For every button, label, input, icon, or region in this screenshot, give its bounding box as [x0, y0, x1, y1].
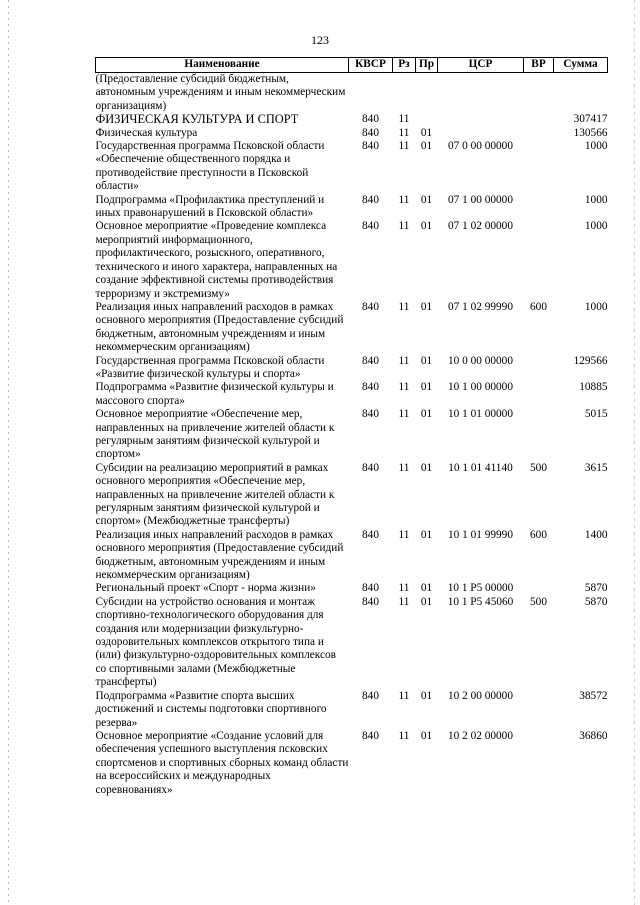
row-vr: 600 — [530, 528, 547, 541]
row-kvsr: 840 — [362, 582, 379, 595]
row-sum: 3615 — [584, 461, 608, 474]
row-csr — [438, 73, 524, 114]
row-sum: 130566 — [573, 126, 608, 139]
table-row — [96, 462, 608, 529]
row-name: Основное мероприятие «Создание условий для обеспечения успешного выступления псковских спортсменов и спортивных сборных команд области на всероссийских и международных соревнованиях» — [95, 729, 349, 796]
row-sum: 36860 — [579, 729, 608, 742]
row-sum: 5870 — [584, 582, 608, 595]
row-name: Реализация иных направлений расходов в рамках основного мероприятия (Предоставление субсидий бюджетным, автономным учреждениям и иным некоммерческим организациям) — [95, 300, 344, 354]
row-vr — [524, 220, 554, 300]
row-vr: 500 — [530, 595, 547, 608]
row-vr — [524, 73, 554, 114]
row-name: Основное мероприятие «Проведение комплекса мероприятий информационного, профилактического, розыскного, оперативного, технического и иного характера, направленных на создание эффективной системы противодействия терроризму и экстремизму» — [95, 220, 338, 300]
row-pr — [416, 113, 438, 126]
row-rz: 11 — [398, 300, 410, 313]
row-kvsr: 840 — [362, 354, 379, 367]
row-vr — [524, 730, 554, 797]
row-rz: 11 — [398, 461, 410, 474]
row-sum: 1000 — [584, 140, 608, 153]
row-pr: 01 — [420, 528, 433, 541]
row-csr: 10 2 00 00000 — [448, 689, 513, 702]
row-kvsr: 840 — [362, 729, 379, 742]
row-name: Подпрограмма «Развитие спорта высших достижений и системы подготовки спортивного резерва» — [95, 689, 327, 729]
table-row — [96, 301, 608, 355]
header-pr: Пр — [416, 58, 438, 73]
row-csr: 10 2 02 00000 — [448, 729, 513, 742]
row-pr: 01 — [420, 220, 433, 233]
row-rz: 11 — [398, 729, 410, 742]
row-csr — [438, 127, 524, 140]
row-csr: 10 1 01 00000 — [448, 408, 513, 421]
row-rz: 11 — [398, 381, 410, 394]
row-name: Физическая культура — [95, 126, 198, 139]
row-csr: 10 1 01 99990 — [448, 528, 513, 541]
row-name: Региональный проект «Спорт - норма жизни» — [95, 582, 316, 595]
row-sum: 1000 — [584, 193, 608, 206]
row-sum: 5870 — [584, 595, 608, 608]
row-vr — [524, 381, 554, 408]
row-vr — [524, 127, 554, 140]
row-vr — [524, 690, 554, 730]
row-pr: 01 — [420, 461, 433, 474]
header-name: Наименование — [96, 58, 349, 73]
row-kvsr: 840 — [362, 461, 379, 474]
row-kvsr: 840 — [362, 126, 379, 139]
table-row — [96, 140, 608, 194]
row-sum: 1400 — [584, 528, 608, 541]
row-rz — [393, 73, 416, 114]
row-vr: 600 — [530, 300, 547, 313]
row-kvsr: 840 — [362, 528, 379, 541]
row-name: Основное мероприятие «Обеспечение мер, направленных на привлечение жителей области к регулярным занятиям физической культурой и спортом» — [95, 408, 335, 461]
row-csr: 07 1 00 00000 — [448, 193, 513, 206]
row-csr — [438, 113, 524, 126]
row-pr: 01 — [420, 354, 433, 367]
header-rz: Рз — [393, 58, 416, 73]
row-name: Субсидии на устройство основания и монтаж спортивно-технологического оборудования для создания или модернизации физкультурно-оздоровительных комплексов открытого типа и (или) физкультурно-оздоровительных комплексов со спортивными залами (Межбюджетные трансферты) — [95, 595, 337, 689]
table-row — [96, 73, 608, 114]
row-name: Подпрограмма «Развитие физической культуры и массового спорта» — [95, 381, 334, 407]
row-vr — [524, 194, 554, 221]
row-pr: 01 — [420, 140, 433, 153]
row-csr: 10 0 00 00000 — [448, 354, 513, 367]
row-csr: 07 1 02 00000 — [448, 220, 513, 233]
row-sum: 38572 — [579, 689, 608, 702]
row-pr: 01 — [420, 300, 433, 313]
row-pr: 01 — [420, 729, 433, 742]
row-sum: 129566 — [573, 354, 608, 367]
table-row — [96, 127, 608, 140]
row-rz: 11 — [398, 528, 410, 541]
row-sum: 1000 — [584, 220, 608, 233]
table-row — [96, 730, 608, 797]
header-kvsr: КВСР — [349, 58, 393, 73]
row-rz: 11 — [398, 689, 410, 702]
scan-edge-right — [634, 0, 635, 905]
row-rz: 11 — [398, 582, 410, 595]
row-csr: 07 0 00 00000 — [448, 140, 513, 153]
row-sum — [554, 73, 608, 114]
row-kvsr: 840 — [362, 193, 379, 206]
row-vr — [524, 113, 554, 126]
row-rz: 11 — [398, 354, 410, 367]
row-csr: 10 1 P5 00000 — [447, 582, 514, 595]
row-csr: 10 1 00 00000 — [448, 381, 513, 394]
row-rz: 11 — [398, 193, 410, 206]
row-sum: 307417 — [573, 113, 608, 126]
scan-edge-left — [8, 0, 9, 905]
row-csr: 10 1 01 41140 — [448, 461, 513, 474]
header-csr: ЦСР — [438, 58, 524, 73]
row-rz: 11 — [398, 220, 410, 233]
table-row — [96, 596, 608, 690]
table-header-row — [96, 58, 608, 73]
row-pr: 01 — [420, 689, 433, 702]
table-row — [96, 355, 608, 382]
row-kvsr: 840 — [362, 140, 379, 153]
row-name: Субсидии на реализацию мероприятий в рамках основного мероприятия «Обеспечение мер, направленных на привлечение жителей области к регулярным занятиям физической культурой и спортом» (Межбюджетные трансферты) — [95, 461, 335, 528]
row-name: Подпрограмма «Профилактика преступлений и иных правонарушений в Псковской области» — [95, 193, 325, 220]
row-kvsr: 840 — [362, 300, 379, 313]
row-sum: 5015 — [584, 408, 608, 421]
row-pr: 01 — [420, 582, 433, 595]
header-sum: Сумма — [554, 58, 608, 73]
row-vr — [524, 582, 554, 595]
row-pr: 01 — [420, 381, 433, 394]
row-vr — [524, 140, 554, 194]
row-rz: 11 — [398, 408, 410, 421]
table-row — [96, 194, 608, 221]
row-rz: 11 — [398, 140, 410, 153]
table-row — [96, 220, 608, 300]
page-number: 123 — [311, 33, 329, 47]
row-kvsr: 840 — [362, 408, 379, 421]
header-vr: ВР — [524, 58, 554, 73]
row-vr — [524, 355, 554, 382]
row-pr: 01 — [420, 193, 433, 206]
row-pr — [416, 73, 438, 114]
table-row — [96, 381, 608, 408]
row-rz: 11 — [398, 126, 410, 139]
row-csr: 10 1 P5 45060 — [447, 595, 514, 608]
budget-table — [95, 57, 608, 797]
row-sum: 10885 — [579, 381, 608, 394]
row-kvsr: 840 — [362, 113, 379, 126]
row-pr: 01 — [420, 126, 433, 139]
table-row — [96, 113, 608, 126]
row-kvsr: 840 — [362, 381, 379, 394]
row-pr: 01 — [420, 408, 433, 421]
row-csr: 07 1 02 99990 — [448, 300, 513, 313]
row-kvsr: 840 — [362, 689, 379, 702]
row-name: Реализация иных направлений расходов в рамках основного мероприятия (Предоставление субсидий бюджетным, автономным учреждениям и иным некоммерческим организациям) — [95, 528, 344, 582]
table-row — [96, 408, 608, 462]
table-row — [96, 529, 608, 583]
row-pr: 01 — [420, 595, 433, 608]
row-rz: 11 — [398, 595, 410, 608]
row-vr — [524, 408, 554, 462]
row-rz: 11 — [398, 113, 410, 126]
row-vr: 500 — [530, 461, 547, 474]
table-row — [96, 582, 608, 595]
row-kvsr — [349, 73, 393, 114]
row-kvsr: 840 — [362, 220, 379, 233]
row-kvsr: 840 — [362, 595, 379, 608]
row-sum: 1000 — [584, 300, 608, 313]
table-row — [96, 690, 608, 730]
row-name: Государственная программа Псковской области «Обеспечение общественного порядка и противодействие преступности в Псковской области» — [95, 140, 325, 193]
row-name: (Предоставление субсидий бюджетным, автономным учреждениям и иным некоммерческим организациям) — [95, 73, 346, 112]
row-name: ФИЗИЧЕСКАЯ КУЛЬТУРА И СПОРТ — [95, 112, 299, 127]
row-name: Государственная программа Псковской области «Развитие физической культуры и спорта» — [95, 354, 325, 380]
